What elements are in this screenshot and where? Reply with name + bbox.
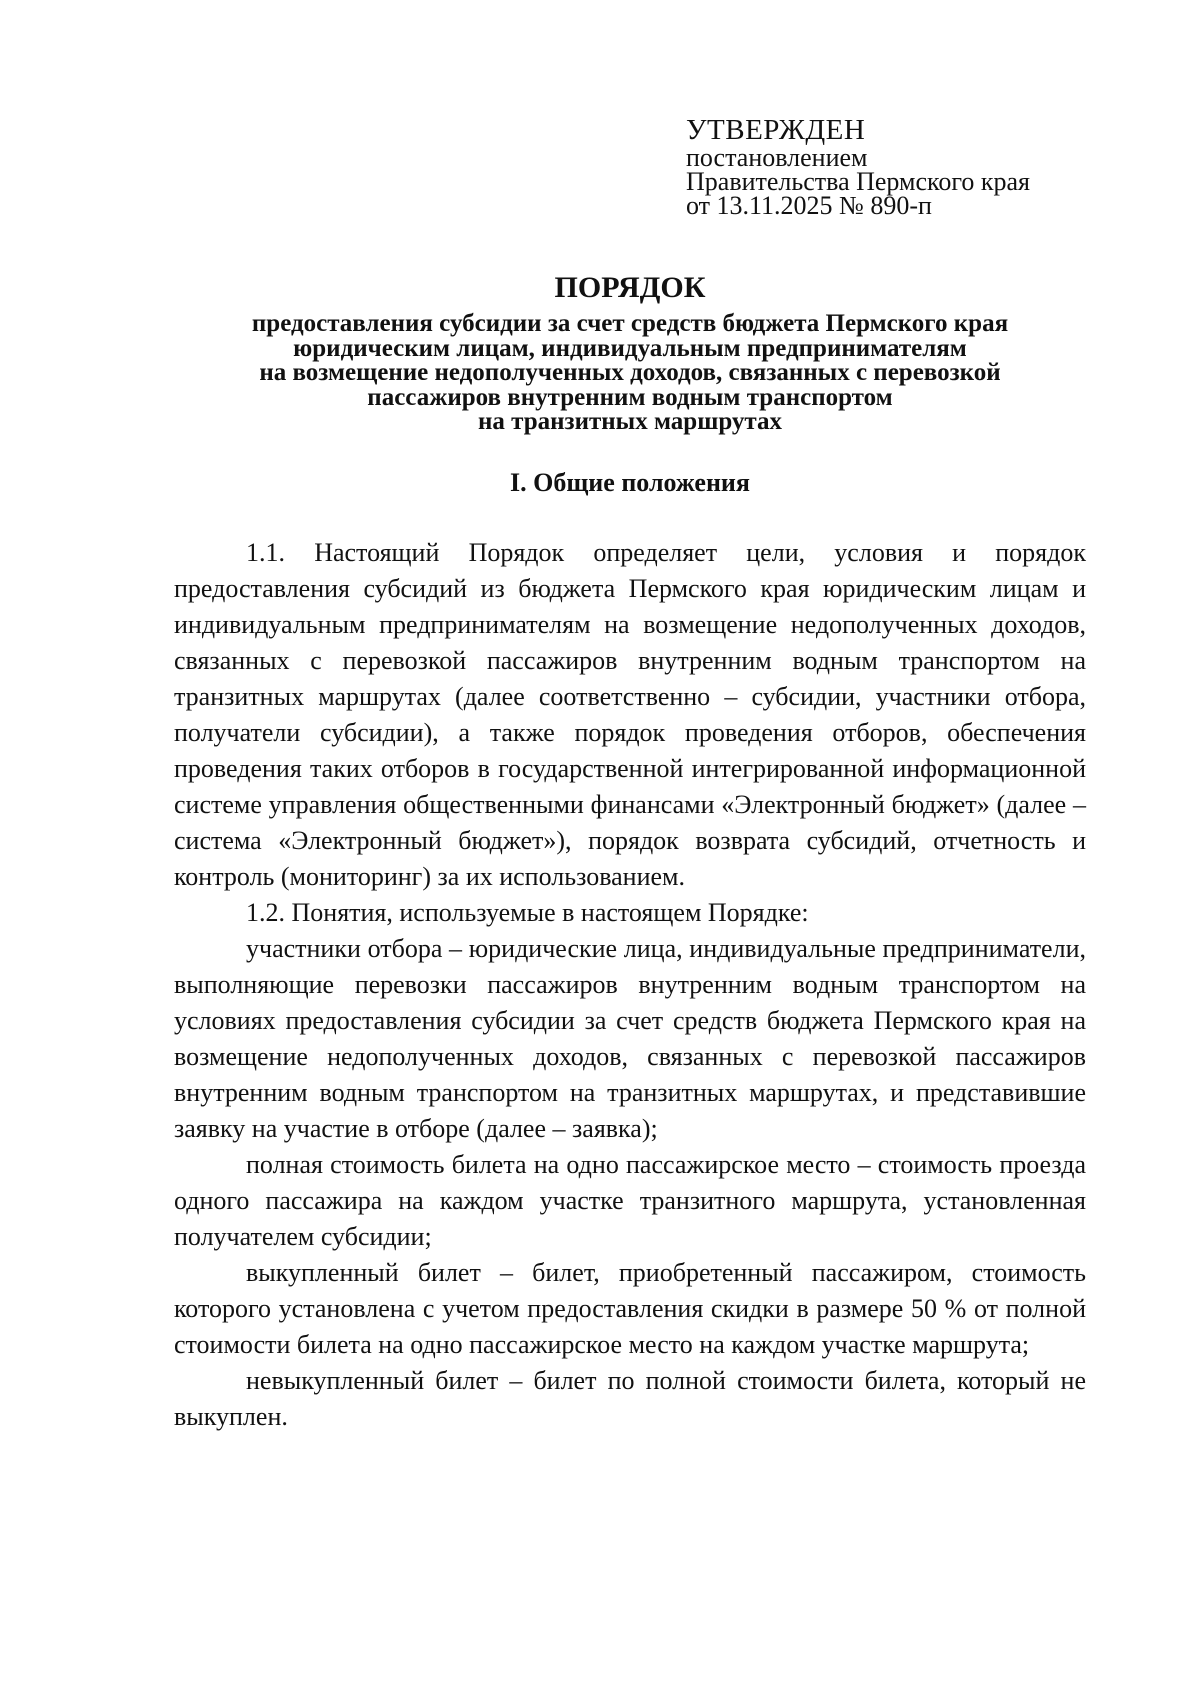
subtitle-line: пассажиров внутренним водным транспортом bbox=[367, 383, 893, 411]
definition-participants: участники отбора – юридические лица, индивидуальные предприниматели, выполняющие перевозки пассажиров внутренним водным транспортом на условиях предоставления субсидии за счет средств бюджета Пермского края на возмещение недополученных доходов, связанных с перевозкой пассажиров внутренним водным транспортом на транзитных маршрутах, и представившие заявку на участие в отборе (далее – заявка); bbox=[174, 934, 1086, 1143]
approval-line-2: Правительства Пермского края bbox=[686, 167, 1030, 196]
subtitle-line: на возмещение недополученных доходов, связанных с перевозкой bbox=[259, 359, 1001, 386]
paragraph-1-2: 1.2. Понятия, используемые в настоящем Порядке: bbox=[246, 898, 809, 927]
section-heading: I. Общие положения bbox=[510, 468, 750, 497]
subtitle-line: на транзитных маршрутах bbox=[478, 408, 782, 435]
document-title: ПОРЯДОК bbox=[554, 271, 706, 304]
document-body bbox=[174, 535, 1086, 1435]
subtitle-line: юридическим лицам, индивидуальным предпринимателям bbox=[293, 334, 967, 362]
definition-purchased-ticket: выкупленный билет – билет, приобретенный пассажиром, стоимость которого установлена с учетом предоставления скидки в размере 50 % от полной стоимости билета на одно пассажирское место на каждом участке маршрута; bbox=[174, 1258, 1086, 1359]
approval-stamp-title: УТВЕРЖДЕН bbox=[686, 114, 866, 146]
approval-line-1: постановлением bbox=[686, 143, 868, 172]
subtitle-line: предоставления субсидии за счет средств бюджета Пермского края bbox=[251, 310, 1009, 337]
definition-unpurchased-ticket: невыкупленный билет – билет по полной стоимости билета, который не выкуплен. bbox=[174, 1366, 1086, 1431]
document-subtitle bbox=[150, 312, 1110, 435]
paragraph-1-1: 1.1. Настоящий Порядок определяет цели, условия и порядок предоставления субсидий из бюджета Пермского края юридическим лицам и индивидуальным предпринимателям на возмещение недополученных доходов, связанных с перевозкой пассажиров внутренним водным транспортом на транзитных маршрутах (далее соответственно – субсидии, участники отбора, получатели субсидии), а также порядок проведения отборов, обеспечения проведения таких отборов в государственной интегрированной информационной системе управления общественными финансами «Электронный бюджет» (далее – система «Электронный бюджет»), порядок возврата субсидий, отчетность и контроль (мониторинг) за их использованием. bbox=[174, 538, 1086, 891]
approval-line-3: от 13.11.2025 № 890-п bbox=[686, 191, 932, 220]
definition-full-ticket-cost: полная стоимость билета на одно пассажирское место – стоимость проезда одного пассажира на каждом участке транзитного маршрута, установленная получателем субсидии; bbox=[174, 1150, 1086, 1251]
approval-stamp bbox=[686, 114, 1106, 218]
